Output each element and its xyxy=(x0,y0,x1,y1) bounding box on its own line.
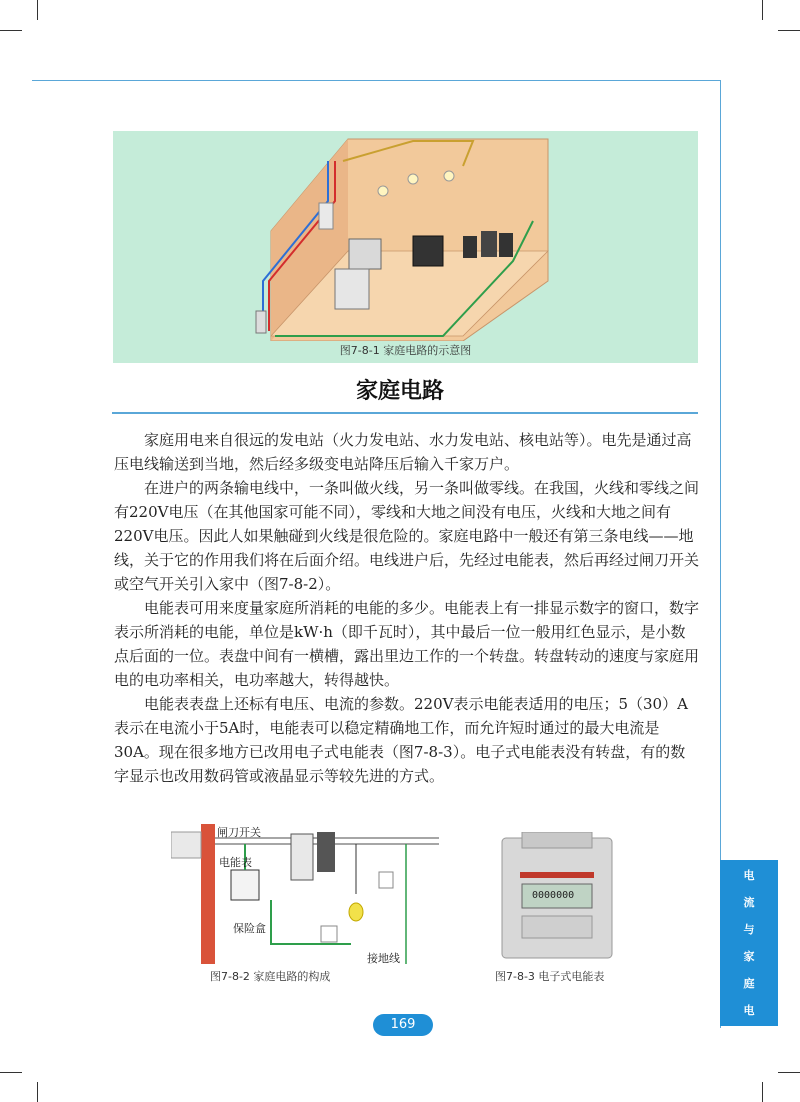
body-text xyxy=(114,428,700,788)
label-fuse-box: 保险盒 xyxy=(233,922,266,935)
side-tab-char: 电 xyxy=(743,869,755,882)
crop-mark xyxy=(0,1072,22,1073)
crop-mark xyxy=(762,1082,763,1102)
side-tab-char: 庭 xyxy=(743,977,755,990)
crop-mark xyxy=(37,0,38,20)
page-frame-top xyxy=(32,80,720,81)
paragraph: 家庭用电来自很远的发电站（火力发电站、水力发电站、核电站等）。电先是通过高压电线输送到当地，然后经多级变电站降压后输入千家万户。 xyxy=(114,431,692,473)
house-circuit-figure xyxy=(113,131,698,363)
figure-caption: 图7-8-2 家庭电路的构成 xyxy=(210,970,331,983)
label-energy-meter: 电能表 xyxy=(219,856,252,869)
section-title: 家庭电路 xyxy=(355,379,444,404)
figure-caption: 图7-8-1 家庭电路的示意图 xyxy=(339,344,472,357)
crop-mark xyxy=(762,0,763,20)
circuit-composition-figure xyxy=(171,824,439,984)
side-tab-char: 路 xyxy=(743,1031,755,1044)
paragraph: 电能表表盘上还标有电压、电流的参数。220V表示电能表适用的电压；5（30）A表示在电流小于5A时，电能表可以稳定精确地工作，而允许短时通过的最大电流是30A。现在很多地方已改用电子式电能表（图7-8-3）。电子式电能表没有转盘，有的数字显示也改用数码管或液晶显示等较先进的方式。 xyxy=(114,695,688,785)
paragraph: 电能表可用来度量家庭所消耗的电能的多少。电能表上有一排显示数字的窗口，数字表示所消耗的电能，单位是kW·h（即千瓦时），其中最后一位一般用红色显示，是小数点后面的一位。表盘中间有一横槽，露出里边工作的一个转盘。转盘转动的速度与家庭用电的电功率相关，电功率越大，转得越快。 xyxy=(114,599,700,689)
side-tab-char: 家 xyxy=(743,950,755,963)
paragraph: 在进户的两条输电线中，一条叫做火线，另一条叫做零线。在我国，火线和零线之间有220V电压（在其他国家可能不同），零线和大地之间没有电压，火线和大地之间有220V电压。因此人如果触碰到火线是很危险的。家庭电路中一般还有第三条电线——地线，关于它的作用我们将在后面介绍。电线进户后，先经过电能表，然后再经过闸刀开关或空气开关引入家中（图7-8-2）。 xyxy=(114,479,700,593)
crop-mark xyxy=(778,30,800,31)
crop-mark xyxy=(778,1072,800,1073)
electronic-meter-figure xyxy=(492,832,622,962)
crop-mark xyxy=(37,1082,38,1102)
circuit-illustration xyxy=(171,824,439,964)
page-number: 169 xyxy=(373,1014,433,1036)
crop-mark xyxy=(0,30,22,31)
label-ground-wire: 接地线 xyxy=(367,952,400,965)
label-knife-switch: 闸刀开关 xyxy=(217,826,261,839)
side-tab-char: 电 xyxy=(743,1004,755,1017)
side-tab-char: 与 xyxy=(743,923,755,936)
figure-caption: 图7-8-3 电子式电能表 xyxy=(495,970,605,983)
meter-display: 0000000 xyxy=(532,890,575,901)
side-tab-char: 流 xyxy=(743,896,755,909)
chapter-side-tab xyxy=(720,860,778,1044)
title-underline xyxy=(112,412,698,414)
house-illustration xyxy=(113,131,698,341)
